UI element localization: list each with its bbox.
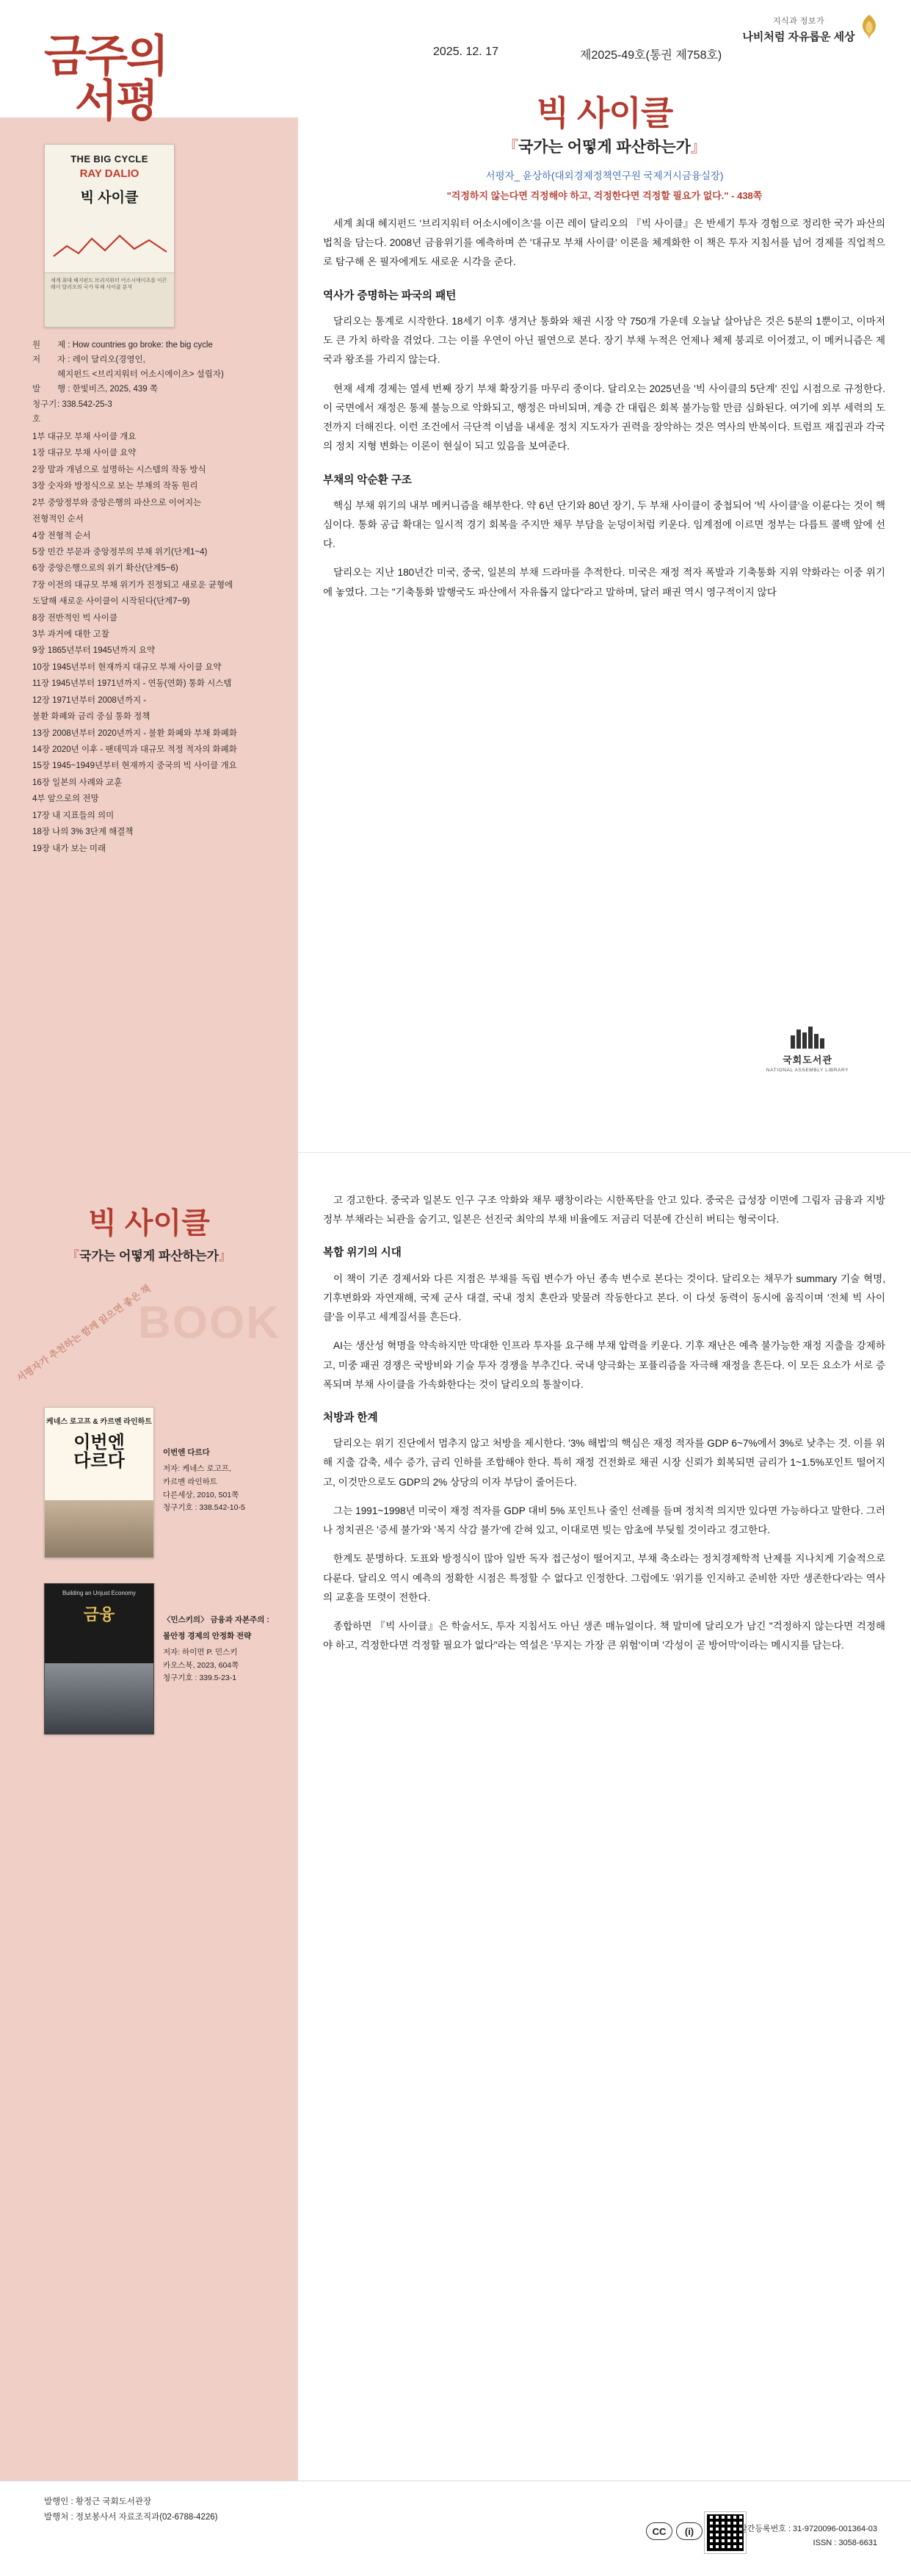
toc-item: 14장 2020년 이후 - 팬데믹과 대규모 적정 적자의 화폐화 xyxy=(32,745,237,755)
rec1-line: 다른세상, 2010, 501쪽 xyxy=(163,1490,239,1499)
toc-item: 10장 1945년부터 현재까지 대규모 부채 사이클 요약 xyxy=(32,662,222,672)
meta-subvalue: 헤지펀드 <브리지워터 어소시에이츠> 설립자) xyxy=(57,370,224,380)
toc-item: 5장 민간 부문과 중앙정부의 부채 위기(단계1~4) xyxy=(32,547,208,557)
library-tagline xyxy=(714,15,883,44)
sheet-page-1 xyxy=(0,0,911,1153)
page-footer xyxy=(0,2481,911,2576)
body-paragraph: 세계 최대 헤지펀드 '브리지워터 어소시에이츠'를 이끈 레이 달리오의 『빅 사이클』은 반세기 투자 경험으로 정리한 국가 파산의 법칙을 담는다. 2008년 금융위기를 예측하며 쓴 '대규모 부채 사이클' 이론을 체계화한 이 책은 투자 지침서를 넘어 경제를 직업적으로 탐구해 온 필자에게도 새로운 시각을 준다. xyxy=(323,218,885,268)
rec2-cover-photo xyxy=(45,1663,153,1734)
toc-item: 19장 내가 보는 미래 xyxy=(32,844,106,853)
toc-item: 9장 1865년부터 1945년까지 요약 xyxy=(32,646,156,656)
national-assembly-library-logo xyxy=(738,1027,877,1072)
toc-item: 전형적인 순서 xyxy=(32,515,84,524)
publisher-line: 발행인 : 황정근 국회도서관장 xyxy=(44,2497,152,2506)
meta-value: : 338.542-25-3 xyxy=(57,399,112,409)
toc-item: 16장 일본의 사례와 교훈 xyxy=(32,778,123,787)
main-book-cover xyxy=(44,144,175,328)
article-subtitle xyxy=(298,135,911,157)
toc-item: 3장 숫자와 방정식으로 보는 부채의 작동 원리 xyxy=(32,482,198,491)
meta-key: 발 xyxy=(32,385,41,394)
toc-item: 12장 1971년부터 2008년까지 - xyxy=(32,695,147,705)
rec1-line: 카르멘 라인하트 xyxy=(163,1477,217,1486)
meta-value: 제 : How countries go broke: the big cycle xyxy=(57,341,213,350)
rec1-cover-title-line2: 다르다 xyxy=(73,1451,125,1472)
toc-item: 3부 과거에 대한 고찰 xyxy=(32,630,109,640)
page2-subtitle-close: 』 xyxy=(219,1249,232,1263)
rec1-line: 청구기호 : 338.542-10-5 xyxy=(163,1503,245,1513)
rec2-line: 청구기호 : 339.5-23-1 xyxy=(163,1674,237,1683)
reviewer-credit: 서평자_ 윤상하(대외경제정책연구원 국제거시금융실장) xyxy=(485,170,724,181)
toc-item: 4장 전형적 순서 xyxy=(32,531,91,540)
registration-number: 발간등록번호 : 31-9720096-001364-03 xyxy=(739,2525,877,2533)
meta-row xyxy=(32,382,275,397)
masthead xyxy=(44,32,167,126)
rec1-line: 저자: 케네스 로고프, xyxy=(163,1464,231,1473)
issue-number: 제2025-49호(통권 제758호) xyxy=(580,49,722,62)
section-heading: 역사가 증명하는 파국의 패턴 xyxy=(323,289,457,302)
page2-subtitle-text: 국가는 어떻게 파산하는가 xyxy=(79,1249,219,1263)
body-paragraph: 고 경고한다. 중국과 일본도 인구 구조 악화와 채무 팽창이라는 시한폭탄을 안고 있다. 중국은 급성장 이면에 그림자 금융과 지방정부 부채라는 뇌관을 숨기고, 일본은 선진국 최악의 부채 비율에도 저금리 덕분에 간신히 버티는 형국이다. xyxy=(323,1195,885,1226)
issue-date: 2025. 12. 17 xyxy=(433,46,498,58)
page2-subtitle xyxy=(0,1245,298,1264)
cover-title-ko: 빅 사이클 xyxy=(80,190,139,206)
toc-item: 15장 1945~1949년부터 현재까지 중국의 빅 사이클 개요 xyxy=(32,761,237,771)
publisher-info xyxy=(44,2494,217,2525)
body-paragraph: 달리오는 위기 진단에서 멈추지 않고 처방을 제시한다. '3% 해법'의 핵심은 재정 적자를 GDP 6~7%에서 3%로 낮추는 것. 이를 위해 지출 감축, 세수 증가, 금리 인하를 조합해야 한다. 특히 재정 건전화로 채권 시장 신뢰가 회복되면 금리가 1~1.5%포인트 떨어지고, 이것만으로도 GDP의 2% 상당의 이자 부담이 줄어든다. xyxy=(323,1438,885,1488)
library-tagline-line2: 나비처럼 자유롭운 세상 xyxy=(742,31,855,43)
article-title: 빅 사이클 xyxy=(536,94,673,132)
rec2-caption: 〈민스키의〉 금융과 자본주의 : xyxy=(163,1616,269,1624)
registration-info xyxy=(739,2522,877,2550)
toc-item: 17장 내 지표들의 의미 xyxy=(32,811,115,820)
recommended-book-meta-1 xyxy=(163,1447,282,1515)
library-logo-name-en: NATIONAL ASSEMBLY LIBRARY xyxy=(766,1068,849,1073)
rec1-caption: 이번엔 다르다 xyxy=(163,1448,210,1457)
toc-item: 13장 2008년부터 2020년까지 - 불환 화폐와 부채 화폐화 xyxy=(32,728,238,738)
toc-item: 18장 나의 3% 3단계 해결책 xyxy=(32,828,134,837)
toc-item: 11장 1945년부터 1971년까지 - 연동(연화) 통화 시스템 xyxy=(32,679,232,689)
toc-item: 1장 대규모 부채 사이클 요약 xyxy=(32,449,137,458)
butterfly-icon xyxy=(857,12,882,43)
table-of-contents xyxy=(32,429,282,857)
body-paragraph: 종합하면 『빅 사이클』은 학술서도, 투자 지침서도 아닌 생존 매뉴얼이다. 책 말미에 달리오가 남긴 "걱정하지 않는다면 걱정해야 하고, 걱정한다면 걱정할 필요가 없다"라는 역설은 '무지는 가장 큰 위험'이며 '각성이 곧 방어막'이라는 메시지를 담는다. xyxy=(323,1621,885,1651)
body-paragraph: 달리오는 통계로 시작한다. 18세기 이후 생겨난 통화와 채권 시장 약 750개 가운데 오늘날 살아남은 것은 5분의 1뿐이고, 이마저도 큰 가치 하락을 겪었다. 그는 이를 우연이 아닌 필연으로 본다. 장기 부채 누적은 언제나 체제 붕괴로 이어졌고, 이 메커니즘은 제국과 왕조를 가리지 않는다. xyxy=(323,315,885,366)
publisher-dept: 발행처 : 정보봉사서 자료조직과(02-6788-4226) xyxy=(44,2512,218,2522)
body-paragraph: 한계도 분명하다. 도표와 방정식이 많아 일반 독자 접근성이 떨어지고, 부채 축소라는 정치경제학적 난제를 지나치게 기술적으로 다룬다. 달리오 역시 예측의 정확한 시점은 특정할 수 없다고 인정한다. 그럼에도 '위기를 인지하고 준비한 자만 생존한다'라는 역사의 교훈을 또렷이 전한다. xyxy=(323,1553,885,1603)
toc-item: 7장 이전의 대규모 부채 위기가 진정되고 새로운 균형에 xyxy=(32,580,233,590)
toc-item: 1부 대규모 부채 사이클 개요 xyxy=(32,433,137,441)
body-paragraph: 현재 세계 경제는 열세 번째 장기 부채 확장기를 마무리 중이다. 달리오는 2025년을 '빅 사이클의 5단계' 진입 시점으로 규정한다. 이 국면에서 재정은 통제 불능으로 악화되고, 행정은 마비되며, 계층 간 대립은 회복 불가능할 만큼 심화된다. 여기에 외부 세력의 도전까지 더해진다. 이런 조건에서 극단적 이념을 내세운 정치 지도자가 권력을 장악하는 것은 역사의 반복이다. 트럼프 재집권과 각국의 정치 지형 변화는 이론이 현실이 되고 있음을 보여준다. xyxy=(323,383,885,452)
recommended-book-meta-2 xyxy=(163,1614,285,1685)
section-heading: 부채의 악순환 구조 xyxy=(323,474,412,486)
rec1-cover-photo xyxy=(45,1500,153,1557)
toc-item: 불환 화폐와 금리 중심 통화 정책 xyxy=(32,712,150,722)
masthead-line1: 금주의 xyxy=(44,32,167,81)
rec2-line: 저자: 하이먼 P. 민스키 xyxy=(163,1647,238,1657)
toc-item: 4부 앞으로의 전망 xyxy=(32,795,99,804)
library-tagline-line1: 지식과 정보가 xyxy=(772,17,825,26)
library-logo-name-ko: 국회도서관 xyxy=(783,1054,832,1066)
issn: ISSN : 3058-6631 xyxy=(813,2538,877,2547)
cover-band-text: 세계 최대 헤지펀드 브리지워터 어소시에이츠를 이끈 레이 달리오의 국가 부채 사이클 분석 xyxy=(45,272,174,327)
meta-row xyxy=(32,397,275,427)
cc-icon: CC xyxy=(646,2522,672,2540)
rec2-cover-top: Building an Unjust Economy xyxy=(62,1590,137,1596)
sheet-page-2 xyxy=(0,1153,911,2576)
body-paragraph: 달리오는 지난 180년간 미국, 중국, 일본의 부채 드라마를 추적한다. 미국은 재정 적자 폭발과 기축통화 지위 약화라는 이중 위기에 놓였다. 그는 "기축통화 발행국도 파산에서 자유롭지 않다"라고 말하며, 달러 패권 역시 영구적이지 않다 xyxy=(323,567,885,598)
subtitle-text: 국가는 어떻게 파산하는가 xyxy=(518,139,691,156)
meta-row xyxy=(32,338,275,352)
body-paragraph: 이 책이 기존 경제서와 다른 지점은 부채를 독립 변수가 아닌 종속 변수로 본다는 것이다. 달리오는 채무가 summary 기술 혁명, 기후변화와 자연재해, 국제 군사 대결, 국내 정치 혼란과 맞물려 작동한다고 본다. 이 다섯 동력이 동시에 움직이며 '전체 빅 사이클'을 이루고 세계질서를 흔든다. xyxy=(323,1273,885,1323)
toc-item: 2장 말과 개념으로 설명하는 시스템의 작동 방식 xyxy=(32,465,206,474)
book-metadata xyxy=(32,338,275,427)
rec2-line: 카오스북, 2023, 604쪽 xyxy=(163,1660,239,1670)
article-body-page1 xyxy=(323,214,885,612)
recommended-book-cover-1 xyxy=(44,1407,154,1558)
cycle-wave-icon xyxy=(52,231,168,265)
subtitle-open-bracket: 『 xyxy=(503,139,519,156)
rec2-cover-title: 금융 xyxy=(83,1605,115,1624)
toc-item: 8장 전반적인 빅 사이클 xyxy=(32,613,117,623)
toc-item: 6장 중앙은행으로의 위기 확산(단계5~6) xyxy=(32,564,178,574)
masthead-line2: 서평 xyxy=(75,76,157,126)
cover-author-en: RAY DALIO xyxy=(79,167,139,180)
section-heading: 처방과 한계 xyxy=(323,1412,378,1425)
section-heading: 복합 위기의 시대 xyxy=(323,1247,402,1259)
body-paragraph: 핵심 부채 위기의 내부 메커니즘을 해부한다. 약 6년 단기와 80년 장기, 두 부채 사이클이 중첩되어 '빅 사이클'을 이룬다는 것이 핵심이다. 통화 공급 확대는 일시적 경기 회복을 주지만 채무 부담을 눈덩이처럼 키운다. 임계점에 이르면 정부는 다릅트 콜백 앞에 선다. xyxy=(323,499,885,550)
meta-key: 원 xyxy=(32,341,41,350)
pull-quote: "걱정하지 않는다면 걱정해야 하고, 걱정한다면 걱정할 필요가 없다." - 438쪽 xyxy=(446,190,763,201)
rec1-cover-top: 케네스 로고프 & 카르멘 라인하트 xyxy=(46,1418,152,1426)
meta-key: 청구기호 xyxy=(32,399,57,424)
rec1-cover-title-line1: 이번엔 xyxy=(73,1433,125,1452)
body-paragraph: AI는 생산성 혁명을 약속하지만 막대한 인프라 투자를 요구해 부채 압력을 키운다. 기후 재난은 예측 불가능한 재정 지출을 강제하고, 미중 패권 경쟁은 국방비와 기술 투자 경쟁을 부추긴다. 국내 양극화는 포퓰리즘을 자극해 재정을 흔든다. 이 모든 요소가 서로 증폭되며 부채 사이클을 가속화한다는 것이 달리오의 통찰이다. xyxy=(323,1340,885,1390)
toc-item: 2부 중앙정부와 중앙은행의 파산으로 이어지는 xyxy=(32,498,202,507)
rec2-caption2: 불안정 경제의 안정화 전략 xyxy=(163,1631,252,1640)
meta-row xyxy=(32,352,275,367)
subtitle-close-bracket: 』 xyxy=(690,139,706,156)
meta-value: 자 : 레이 달리오(경영인, xyxy=(57,355,145,365)
meta-value: 행 : 한빛비즈, 2025, 439 쪽 xyxy=(57,385,158,394)
body-paragraph: 그는 1991~1998년 미국이 재정 적자를 GDP 대비 5% 포인트나 줄인 선례를 들며 정치적 의지만 있다면 가능하다고 말한다. 그러나 정치권은 '증세 불가'와 '복지 삭감 불가'에 갇혀 있고, 이대로면 빚는 암초에 부딪힐 것이라고 경고한다. xyxy=(323,1505,885,1536)
library-logo-mark xyxy=(791,1027,824,1049)
toc-item: 도달해 새로운 사이클이 시작된다(단계7~9) xyxy=(32,597,190,607)
rec1-cover-title xyxy=(45,1433,153,1470)
cc-by-icon: (i) xyxy=(676,2522,703,2540)
recommendation-banner: 서평자가 추천하는 함께 읽으면 좋은 책 xyxy=(14,1282,153,1384)
book-watermark: BOOK xyxy=(138,1298,280,1348)
cover-title-en: THE BIG CYCLE xyxy=(70,153,148,164)
page2-subtitle-open: 『 xyxy=(66,1249,79,1263)
recommended-book-cover-2 xyxy=(44,1583,154,1734)
meta-key: 저 xyxy=(32,355,41,365)
article-body-page2 xyxy=(323,1191,885,1665)
creative-commons-badges xyxy=(646,2522,703,2540)
page2-title: 빅 사이클 xyxy=(88,1207,210,1240)
